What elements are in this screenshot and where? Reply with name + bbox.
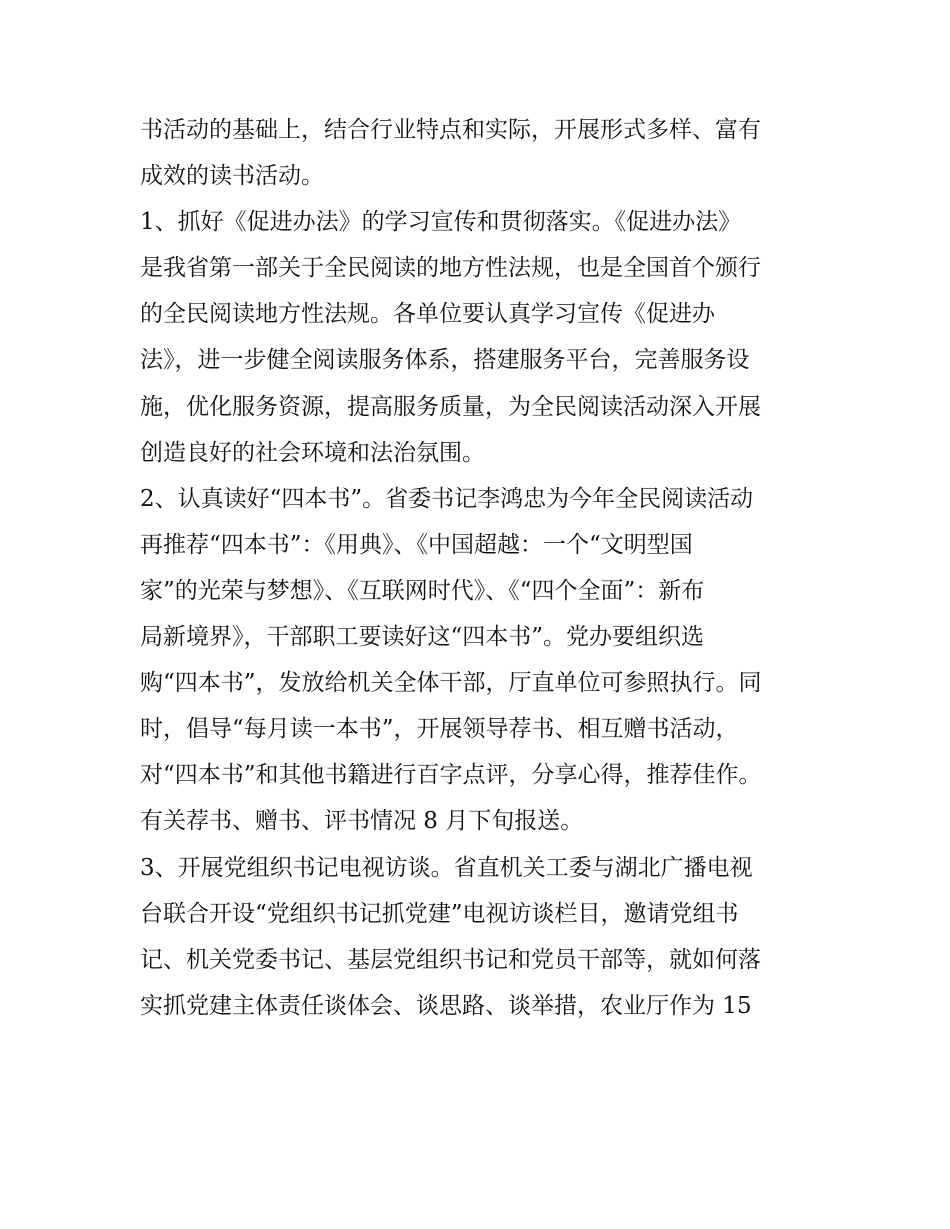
text-line: 是我省第一部关于全民阅读的地方性法规，也是全国首个颁行	[140, 255, 761, 282]
text-line: 实抓党建主体责任谈体会、谈思路、谈举措，农业厅作为 15	[140, 992, 752, 1019]
text-line: 成效的读书活动。	[140, 163, 324, 190]
text-line: 购“四本书”，发放给机关全体干部，厅直单位可参照执行。同	[140, 670, 762, 697]
body-text	[140, 107, 820, 1029]
text-line: 对“四本书”和其他书籍进行百字点评，分享心得，推荐佳作。	[140, 762, 762, 789]
text-line: 创造良好的社会环境和法治氛围。	[140, 439, 485, 466]
text-line: 家”的光荣与梦想》、《互联网时代》、《“四个全面”：新布	[140, 577, 705, 604]
text-line: 有关荐书、赠书、评书情况 8 月下旬报送。	[140, 808, 584, 835]
text-line: 施，优化服务资源，提高服务质量，为全民阅读活动深入开展	[140, 393, 761, 420]
text-line: 记、机关党委书记、基层党组织书记和党员干部等，就如何落	[140, 946, 761, 973]
text-line: 2、认真读好“四本书”。省委书记李鸿忠为今年全民阅读活动	[140, 485, 754, 512]
text-line: 书活动的基础上，结合行业特点和实际，开展形式多样、富有	[140, 117, 761, 143]
text-line: 3、开展党组织书记电视访谈。省直机关工委与湖北广播电视	[140, 854, 753, 881]
text-line: 的全民阅读地方性法规。各单位要认真学习宣传《促进办	[140, 301, 715, 328]
text-line: 时，倡导“每月读一本书”，开展领导荐书、相互赠书活动，	[140, 716, 739, 743]
text-line: 局新境界》，干部职工要读好这“四本书”。党办要组织选	[140, 624, 705, 651]
text-line: 台联合开设“党组织书记抓党建”电视访谈栏目，邀请党组书	[140, 900, 739, 927]
text-line: 法》，进一步健全阅读服务体系，搭建服务平台，完善服务设	[140, 347, 750, 374]
text-line: 再推荐“四本书”：《用典》、《中国超越：一个“文明型国	[140, 531, 693, 558]
text-line: 1、抓好《促进办法》的学习宣传和贯彻落实。《促进办法》	[140, 209, 742, 236]
